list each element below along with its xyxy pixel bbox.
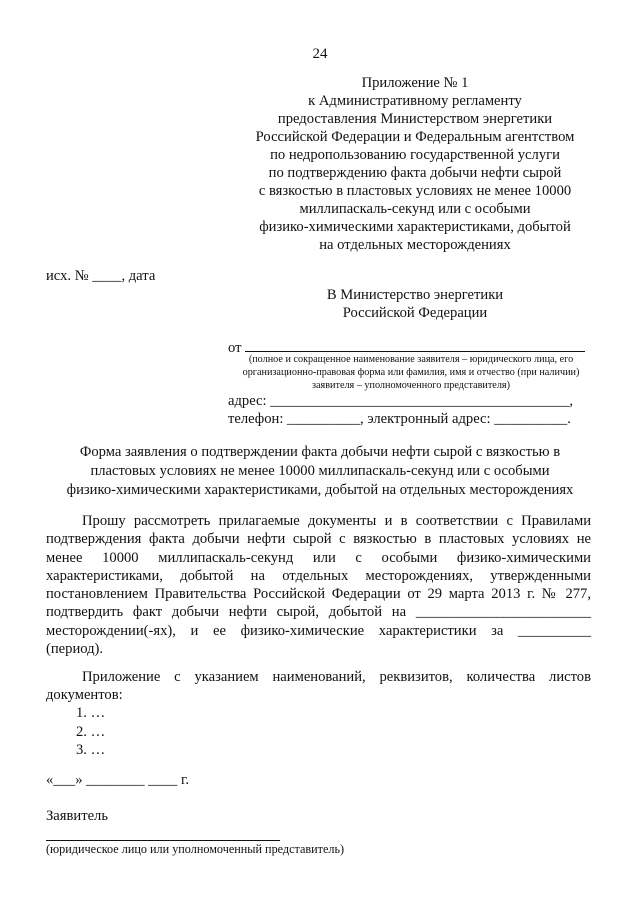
annex-line: предоставления Министерством энергетики [277,111,553,127]
list-item: 3. … [76,742,106,758]
note-line: заявителя – уполномоченного представителя) [312,380,510,391]
note-line: (полное и сокращенное наименование заявителя – юридического лица, его [248,354,574,365]
recipient-block [245,286,585,322]
annex-line: к Административному регламенту [308,93,522,109]
request-paragraph [46,512,591,658]
applicant-label: Заявитель [46,808,108,824]
signature-note: (юридическое лицо или уполномоченный представитель) [46,842,345,856]
paragraph-line: подтверждения факта добычи нефти сырой с вязкостью в пластовых условиях не [46,531,591,548]
annex-line: с вязкостью в пластовых условиях не менее 10000 [258,183,572,199]
page-number: 24 [312,46,328,62]
paragraph-line: характеристиками, добытой на отдельных месторождениях, утвержденными [46,567,591,584]
annex-line: миллипаскаль-секунд или с особыми [299,201,531,217]
outgoing-reference: исх. № ____, дата [46,268,156,284]
date-field: «___» ________ ____ г. [46,772,189,788]
attachments-paragraph [46,668,591,705]
form-title [40,443,600,500]
note-line: организационно-правовая форма или фамилия, имя и отчество (при наличии) [242,367,580,378]
annex-header [245,74,585,254]
from-blank-line [245,338,585,352]
recipient-line: В Министерство энергетики [326,287,504,303]
paragraph-line: менее 10000 миллипаскаль-секунд или с особыми физико-химическими [46,549,591,566]
paragraph-line: постановлением Правительства Российской Федерации от 29 марта 2013 г. № 277, [46,586,591,603]
paragraph-line: (период). [46,641,104,658]
phone-email-field: телефон: __________, электронный адрес: __________. [228,411,571,427]
paragraph-line: подтвердить факт добычи нефти сырой, добытой на ________________________ [46,604,591,621]
annex-line: Приложение № 1 [361,75,469,91]
from-field-note [228,353,594,392]
form-title-line: Форма заявления о подтверждении факта добычи нефти сырой с вязкостью в [79,444,561,460]
attachments-list [76,704,105,760]
form-title-line: пластовых условиях не менее 10000 миллипаскаль-секунд или с особыми [90,463,550,479]
list-item: 1. … [76,705,106,721]
address-field: адрес: _________________________________________, [228,393,574,409]
recipient-line: Российской Федерации [342,305,488,321]
signature-line [46,840,280,841]
list-item: 2. … [76,723,106,740]
annex-line: Российской Федерации и Федеральным агентством [255,129,575,145]
annex-line: физико-химическими характеристиками, добытой [259,219,571,235]
paragraph-line: Приложение с указанием наименований, реквизитов, количества листов [82,669,591,685]
paragraph-line: Прошу рассмотреть прилагаемые документы и в соответствии с Правилами [82,513,591,529]
form-title-line: физико-химическими характеристиками, добытой на отдельных месторождениях [66,482,574,498]
annex-line: на отдельных месторождениях [319,237,511,253]
annex-line: по недропользованию государственной услуги [270,147,560,163]
paragraph-line: документов: [46,687,123,704]
from-label: от [228,340,242,356]
annex-line: по подтверждению факта добычи нефти сырой [268,165,562,181]
paragraph-line: месторождении(-ях), и ее физико-химические характеристики за __________ [46,622,591,639]
